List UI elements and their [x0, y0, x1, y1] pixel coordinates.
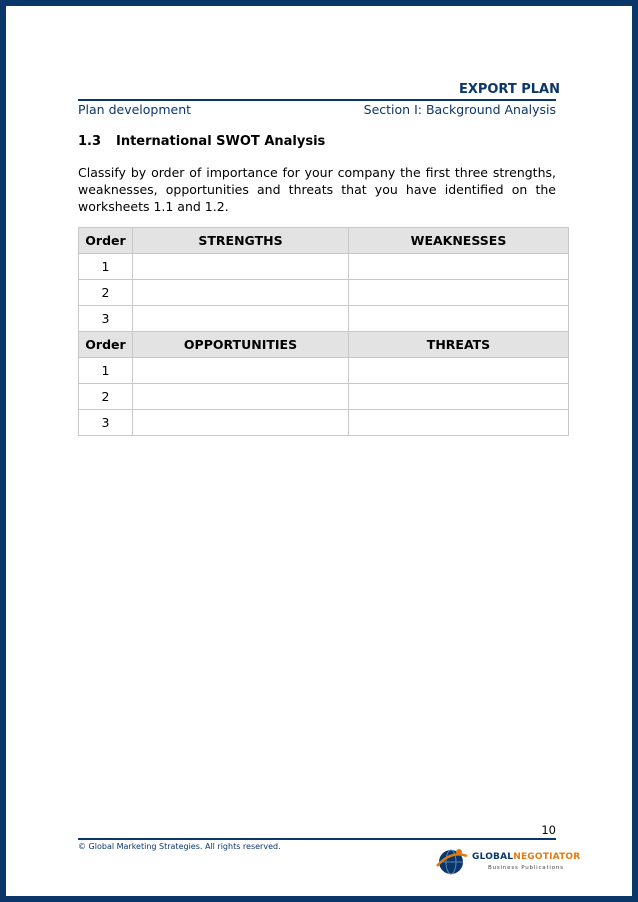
order-header: Order — [79, 332, 133, 358]
section-title: International SWOT Analysis — [116, 134, 326, 149]
weakness-cell[interactable] — [349, 306, 569, 332]
order-cell: 2 — [79, 384, 133, 410]
logo-wordmark — [472, 852, 580, 862]
header-rule — [78, 99, 556, 101]
table-header-row — [79, 228, 569, 254]
globe-logo-icon — [434, 844, 470, 878]
table-row — [79, 306, 569, 332]
instructions-paragraph: Classify by order of importance for your company the first three strengths, weaknesses, opportunities and threats that you have identified on the worksheets 1.1 and 1.2. — [78, 165, 556, 214]
page-number: 10 — [541, 823, 556, 837]
table-header-row — [79, 332, 569, 358]
logo-subtitle: Business Publications — [488, 865, 564, 871]
order-cell: 3 — [79, 410, 133, 436]
table-row — [79, 280, 569, 306]
order-header: Order — [79, 228, 133, 254]
strength-cell[interactable] — [133, 280, 349, 306]
threat-cell[interactable] — [349, 384, 569, 410]
strengths-header: STRENGTHS — [133, 228, 349, 254]
weaknesses-header: WEAKNESSES — [349, 228, 569, 254]
section-number: 1.3 — [78, 134, 102, 149]
opportunity-cell[interactable] — [133, 410, 349, 436]
threats-header: THREATS — [349, 332, 569, 358]
opportunity-cell[interactable] — [133, 384, 349, 410]
table-row — [79, 254, 569, 280]
order-cell: 2 — [79, 280, 133, 306]
opportunity-cell[interactable] — [133, 358, 349, 384]
header-left-label: Plan development — [78, 102, 192, 117]
threat-cell[interactable] — [349, 358, 569, 384]
order-cell: 3 — [79, 306, 133, 332]
section-heading — [78, 134, 325, 149]
strength-cell[interactable] — [133, 254, 349, 280]
weakness-cell[interactable] — [349, 254, 569, 280]
document-title: EXPORT PLAN — [458, 82, 560, 97]
strength-cell[interactable] — [133, 306, 349, 332]
table-row — [79, 384, 569, 410]
opportunities-header: OPPORTUNITIES — [133, 332, 349, 358]
swot-table — [78, 227, 569, 436]
logo-negotiator-text: NEGOTIATOR — [513, 852, 581, 862]
order-cell: 1 — [79, 358, 133, 384]
copyright-notice: © Global Marketing Strategies. All rights reserved. — [78, 842, 281, 851]
order-cell: 1 — [79, 254, 133, 280]
table-row — [79, 410, 569, 436]
weakness-cell[interactable] — [349, 280, 569, 306]
threat-cell[interactable] — [349, 410, 569, 436]
logo-global-text: GLOBAL — [472, 852, 514, 862]
table-row — [79, 358, 569, 384]
footer-rule — [78, 838, 556, 840]
header-right-label: Section I: Background Analysis — [363, 102, 556, 117]
global-negotiator-logo — [434, 844, 581, 878]
